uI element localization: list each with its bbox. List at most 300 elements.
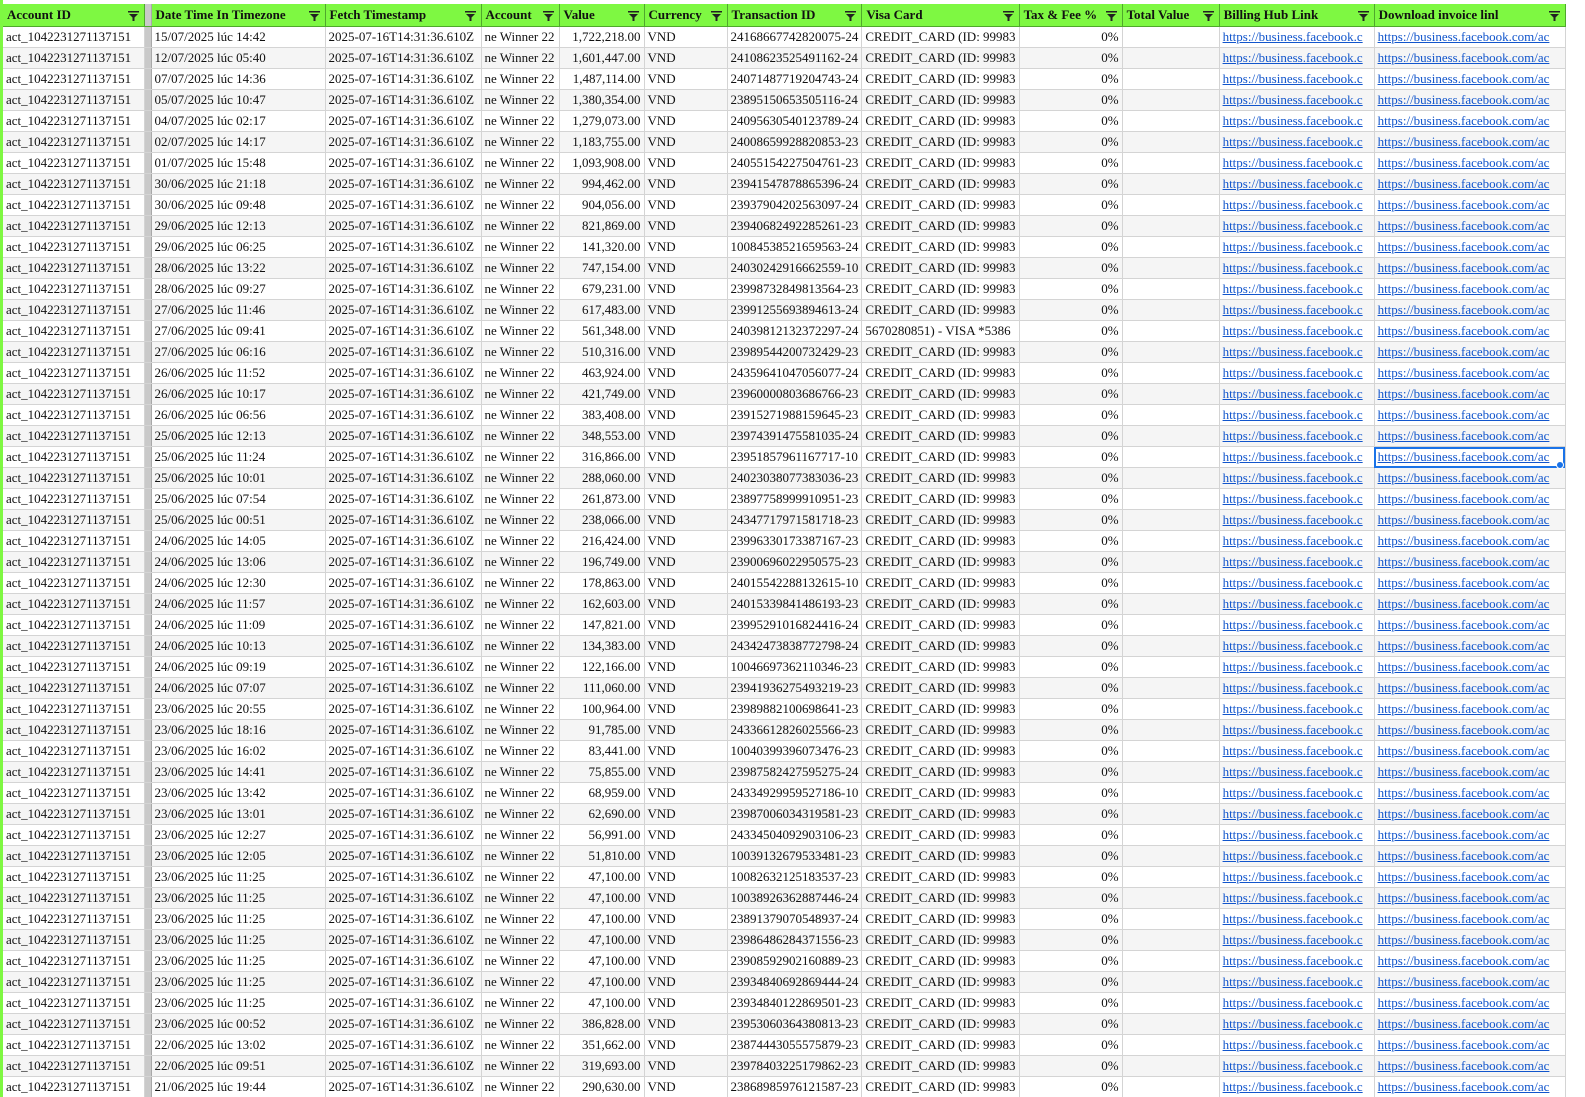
cell-fetch[interactable]: 2025-07-16T14:31:36.610Z xyxy=(325,447,481,468)
cell-fetch[interactable]: 2025-07-16T14:31:36.610Z xyxy=(325,237,481,258)
cell-total[interactable] xyxy=(1122,741,1219,762)
cell-visa[interactable]: CREDIT_CARD (ID: 99983 xyxy=(862,27,1019,48)
cell-txn[interactable]: 23908592902160889-23 xyxy=(727,951,862,972)
cell-tax[interactable]: 0% xyxy=(1019,300,1122,321)
column-header-account_id[interactable] xyxy=(3,4,144,27)
cell-account_id[interactable]: act_1042231271137151 xyxy=(3,69,144,90)
cell-invoice[interactable]: https://business.facebook.com/ac xyxy=(1374,825,1565,846)
cell-total[interactable] xyxy=(1122,993,1219,1014)
cell-account[interactable]: ne Winner 22 xyxy=(481,720,559,741)
cell-visa[interactable]: CREDIT_CARD (ID: 99983 xyxy=(862,972,1019,993)
column-header-value[interactable] xyxy=(559,4,644,27)
cell-currency[interactable]: VND xyxy=(644,804,727,825)
cell-account_id[interactable]: act_1042231271137151 xyxy=(3,867,144,888)
cell-fetch[interactable]: 2025-07-16T14:31:36.610Z xyxy=(325,678,481,699)
cell-txn[interactable]: 24015339841486193-23 xyxy=(727,594,862,615)
cell-currency[interactable]: VND xyxy=(644,111,727,132)
cell-tax[interactable]: 0% xyxy=(1019,111,1122,132)
cell-account_id[interactable]: act_1042231271137151 xyxy=(3,300,144,321)
cell-invoice[interactable]: https://business.facebook.com/ac xyxy=(1374,174,1565,195)
cell-account[interactable]: ne Winner 22 xyxy=(481,342,559,363)
cell-currency[interactable]: VND xyxy=(644,300,727,321)
cell-account[interactable]: ne Winner 22 xyxy=(481,846,559,867)
cell-txn[interactable]: 23960000803686766-23 xyxy=(727,384,862,405)
cell-billing[interactable]: https://business.facebook.c xyxy=(1219,405,1374,426)
cell-fetch[interactable]: 2025-07-16T14:31:36.610Z xyxy=(325,573,481,594)
cell-visa[interactable]: CREDIT_CARD (ID: 99983 xyxy=(862,867,1019,888)
cell-datetime[interactable]: 27/06/2025 lúc 09:41 xyxy=(151,321,325,342)
cell-account[interactable]: ne Winner 22 xyxy=(481,363,559,384)
cell-account[interactable]: ne Winner 22 xyxy=(481,447,559,468)
cell-datetime[interactable]: 23/06/2025 lúc 14:41 xyxy=(151,762,325,783)
cell-invoice[interactable]: https://business.facebook.com/ac xyxy=(1374,678,1565,699)
cell-visa[interactable]: CREDIT_CARD (ID: 99983 xyxy=(862,258,1019,279)
cell-visa[interactable]: CREDIT_CARD (ID: 99983 xyxy=(862,573,1019,594)
cell-currency[interactable]: VND xyxy=(644,657,727,678)
cell-billing[interactable]: https://business.facebook.c xyxy=(1219,447,1374,468)
cell-account_id[interactable]: act_1042231271137151 xyxy=(3,636,144,657)
cell-invoice[interactable]: https://business.facebook.com/ac xyxy=(1374,1077,1565,1097)
cell-fetch[interactable]: 2025-07-16T14:31:36.610Z xyxy=(325,531,481,552)
cell-account[interactable]: ne Winner 22 xyxy=(481,825,559,846)
cell-total[interactable] xyxy=(1122,489,1219,510)
cell-datetime[interactable]: 23/06/2025 lúc 13:01 xyxy=(151,804,325,825)
cell-billing[interactable]: https://business.facebook.c xyxy=(1219,552,1374,573)
cell-account_id[interactable]: act_1042231271137151 xyxy=(3,447,144,468)
cell-account_id[interactable]: act_1042231271137151 xyxy=(3,573,144,594)
cell-tax[interactable]: 0% xyxy=(1019,342,1122,363)
cell-currency[interactable]: VND xyxy=(644,27,727,48)
cell-datetime[interactable]: 27/06/2025 lúc 06:16 xyxy=(151,342,325,363)
cell-tax[interactable]: 0% xyxy=(1019,783,1122,804)
cell-datetime[interactable]: 24/06/2025 lúc 12:30 xyxy=(151,573,325,594)
cell-currency[interactable]: VND xyxy=(644,90,727,111)
cell-account_id[interactable]: act_1042231271137151 xyxy=(3,258,144,279)
cell-invoice[interactable]: https://business.facebook.com/ac xyxy=(1374,531,1565,552)
column-header-billing[interactable] xyxy=(1219,4,1374,27)
cell-txn[interactable]: 10038926362887446-24 xyxy=(727,888,862,909)
cell-fetch[interactable]: 2025-07-16T14:31:36.610Z xyxy=(325,657,481,678)
cell-visa[interactable]: CREDIT_CARD (ID: 99983 xyxy=(862,552,1019,573)
cell-invoice[interactable]: https://business.facebook.com/ac xyxy=(1374,342,1565,363)
cell-value[interactable]: 134,383.00 xyxy=(559,636,644,657)
cell-invoice[interactable]: https://business.facebook.com/ac xyxy=(1374,237,1565,258)
cell-tax[interactable]: 0% xyxy=(1019,447,1122,468)
cell-account_id[interactable]: act_1042231271137151 xyxy=(3,279,144,300)
cell-account_id[interactable]: act_1042231271137151 xyxy=(3,489,144,510)
cell-billing[interactable]: https://business.facebook.c xyxy=(1219,783,1374,804)
cell-datetime[interactable]: 23/06/2025 lúc 11:25 xyxy=(151,930,325,951)
cell-invoice[interactable]: https://business.facebook.com/ac xyxy=(1374,321,1565,342)
cell-invoice[interactable]: https://business.facebook.com/ac xyxy=(1374,888,1565,909)
cell-total[interactable] xyxy=(1122,972,1219,993)
cell-datetime[interactable]: 23/06/2025 lúc 11:25 xyxy=(151,867,325,888)
cell-txn[interactable]: 24359641047056077-24 xyxy=(727,363,862,384)
cell-txn[interactable]: 23868985976121587-23 xyxy=(727,1077,862,1097)
cell-value[interactable]: 56,991.00 xyxy=(559,825,644,846)
cell-currency[interactable]: VND xyxy=(644,615,727,636)
cell-visa[interactable]: CREDIT_CARD (ID: 99983 xyxy=(862,783,1019,804)
cell-invoice[interactable]: https://business.facebook.com/ac xyxy=(1374,573,1565,594)
cell-fetch[interactable]: 2025-07-16T14:31:36.610Z xyxy=(325,888,481,909)
cell-billing[interactable]: https://business.facebook.c xyxy=(1219,972,1374,993)
cell-account_id[interactable]: act_1042231271137151 xyxy=(3,426,144,447)
cell-account_id[interactable]: act_1042231271137151 xyxy=(3,678,144,699)
cell-invoice[interactable]: https://business.facebook.com/ac xyxy=(1374,258,1565,279)
cell-currency[interactable]: VND xyxy=(644,321,727,342)
cell-total[interactable] xyxy=(1122,447,1219,468)
cell-datetime[interactable]: 23/06/2025 lúc 12:05 xyxy=(151,846,325,867)
cell-account[interactable]: ne Winner 22 xyxy=(481,153,559,174)
cell-txn[interactable]: 24108623525491162-24 xyxy=(727,48,862,69)
cell-account[interactable]: ne Winner 22 xyxy=(481,279,559,300)
cell-total[interactable] xyxy=(1122,1014,1219,1035)
filter-icon[interactable] xyxy=(1203,9,1214,19)
cell-datetime[interactable]: 24/06/2025 lúc 11:57 xyxy=(151,594,325,615)
cell-txn[interactable]: 23941547878865396-24 xyxy=(727,174,862,195)
cell-visa[interactable]: CREDIT_CARD (ID: 99983 xyxy=(862,909,1019,930)
cell-tax[interactable]: 0% xyxy=(1019,48,1122,69)
cell-tax[interactable]: 0% xyxy=(1019,174,1122,195)
cell-visa[interactable]: CREDIT_CARD (ID: 99983 xyxy=(862,447,1019,468)
cell-visa[interactable]: CREDIT_CARD (ID: 99983 xyxy=(862,594,1019,615)
cell-invoice[interactable]: https://business.facebook.com/ac xyxy=(1374,468,1565,489)
cell-visa[interactable]: CREDIT_CARD (ID: 99983 xyxy=(862,762,1019,783)
cell-account[interactable]: ne Winner 22 xyxy=(481,300,559,321)
cell-datetime[interactable]: 21/06/2025 lúc 19:44 xyxy=(151,1077,325,1097)
cell-billing[interactable]: https://business.facebook.c xyxy=(1219,426,1374,447)
cell-total[interactable] xyxy=(1122,846,1219,867)
cell-txn[interactable]: 23995291016824416-24 xyxy=(727,615,862,636)
cell-visa[interactable]: CREDIT_CARD (ID: 99983 xyxy=(862,279,1019,300)
cell-account_id[interactable]: act_1042231271137151 xyxy=(3,195,144,216)
cell-txn[interactable]: 23991255693894613-24 xyxy=(727,300,862,321)
cell-visa[interactable]: CREDIT_CARD (ID: 99983 xyxy=(862,174,1019,195)
cell-account_id[interactable]: act_1042231271137151 xyxy=(3,699,144,720)
cell-invoice[interactable]: https://business.facebook.com/ac xyxy=(1374,951,1565,972)
filter-icon[interactable] xyxy=(1003,9,1014,19)
cell-txn[interactable]: 10039132679533481-23 xyxy=(727,846,862,867)
cell-fetch[interactable]: 2025-07-16T14:31:36.610Z xyxy=(325,972,481,993)
cell-tax[interactable]: 0% xyxy=(1019,258,1122,279)
cell-fetch[interactable]: 2025-07-16T14:31:36.610Z xyxy=(325,153,481,174)
cell-total[interactable] xyxy=(1122,153,1219,174)
cell-currency[interactable]: VND xyxy=(644,384,727,405)
cell-billing[interactable]: https://business.facebook.c xyxy=(1219,48,1374,69)
cell-currency[interactable]: VND xyxy=(644,573,727,594)
cell-visa[interactable]: CREDIT_CARD (ID: 99983 xyxy=(862,741,1019,762)
cell-total[interactable] xyxy=(1122,342,1219,363)
cell-account[interactable]: ne Winner 22 xyxy=(481,1077,559,1097)
cell-account_id[interactable]: act_1042231271137151 xyxy=(3,720,144,741)
cell-account[interactable]: ne Winner 22 xyxy=(481,636,559,657)
cell-billing[interactable]: https://business.facebook.c xyxy=(1219,825,1374,846)
cell-billing[interactable]: https://business.facebook.c xyxy=(1219,216,1374,237)
cell-datetime[interactable]: 30/06/2025 lúc 09:48 xyxy=(151,195,325,216)
cell-billing[interactable]: https://business.facebook.c xyxy=(1219,678,1374,699)
cell-account[interactable]: ne Winner 22 xyxy=(481,783,559,804)
cell-account_id[interactable]: act_1042231271137151 xyxy=(3,27,144,48)
cell-value[interactable]: 383,408.00 xyxy=(559,405,644,426)
cell-currency[interactable]: VND xyxy=(644,699,727,720)
cell-visa[interactable]: CREDIT_CARD (ID: 99983 xyxy=(862,153,1019,174)
cell-fetch[interactable]: 2025-07-16T14:31:36.610Z xyxy=(325,825,481,846)
cell-billing[interactable]: https://business.facebook.c xyxy=(1219,195,1374,216)
cell-invoice[interactable]: https://business.facebook.com/ac xyxy=(1374,216,1565,237)
cell-txn[interactable]: 23989544200732429-23 xyxy=(727,342,862,363)
cell-txn[interactable]: 23897758999910951-23 xyxy=(727,489,862,510)
cell-account[interactable]: ne Winner 22 xyxy=(481,1035,559,1056)
cell-value[interactable]: 463,924.00 xyxy=(559,363,644,384)
cell-currency[interactable]: VND xyxy=(644,678,727,699)
cell-invoice[interactable]: https://business.facebook.com/ac xyxy=(1374,132,1565,153)
cell-account[interactable]: ne Winner 22 xyxy=(481,804,559,825)
filter-icon[interactable] xyxy=(628,9,639,19)
cell-value[interactable]: 994,462.00 xyxy=(559,174,644,195)
cell-visa[interactable]: CREDIT_CARD (ID: 99983 xyxy=(862,825,1019,846)
cell-currency[interactable]: VND xyxy=(644,489,727,510)
cell-account_id[interactable]: act_1042231271137151 xyxy=(3,552,144,573)
cell-billing[interactable]: https://business.facebook.c xyxy=(1219,111,1374,132)
cell-fetch[interactable]: 2025-07-16T14:31:36.610Z xyxy=(325,363,481,384)
cell-total[interactable] xyxy=(1122,594,1219,615)
cell-txn[interactable]: 23998732849813564-23 xyxy=(727,279,862,300)
cell-datetime[interactable]: 24/06/2025 lúc 14:05 xyxy=(151,531,325,552)
cell-visa[interactable]: CREDIT_CARD (ID: 99983 xyxy=(862,1077,1019,1097)
cell-invoice[interactable]: https://business.facebook.com/ac xyxy=(1374,720,1565,741)
cell-value[interactable]: 316,866.00 xyxy=(559,447,644,468)
filter-icon[interactable] xyxy=(1358,9,1369,19)
cell-total[interactable] xyxy=(1122,1077,1219,1097)
cell-visa[interactable]: CREDIT_CARD (ID: 99983 xyxy=(862,468,1019,489)
cell-fetch[interactable]: 2025-07-16T14:31:36.610Z xyxy=(325,699,481,720)
cell-total[interactable] xyxy=(1122,216,1219,237)
cell-datetime[interactable]: 24/06/2025 lúc 11:09 xyxy=(151,615,325,636)
cell-currency[interactable]: VND xyxy=(644,48,727,69)
cell-tax[interactable]: 0% xyxy=(1019,930,1122,951)
cell-visa[interactable]: CREDIT_CARD (ID: 99983 xyxy=(862,531,1019,552)
cell-tax[interactable]: 0% xyxy=(1019,384,1122,405)
cell-datetime[interactable]: 04/07/2025 lúc 02:17 xyxy=(151,111,325,132)
cell-value[interactable]: 162,603.00 xyxy=(559,594,644,615)
cell-account_id[interactable]: act_1042231271137151 xyxy=(3,510,144,531)
cell-value[interactable]: 47,100.00 xyxy=(559,888,644,909)
cell-value[interactable]: 904,056.00 xyxy=(559,195,644,216)
cell-visa[interactable]: CREDIT_CARD (ID: 99983 xyxy=(862,342,1019,363)
cell-total[interactable] xyxy=(1122,132,1219,153)
cell-account[interactable]: ne Winner 22 xyxy=(481,258,559,279)
cell-billing[interactable]: https://business.facebook.c xyxy=(1219,951,1374,972)
cell-currency[interactable]: VND xyxy=(644,69,727,90)
cell-currency[interactable]: VND xyxy=(644,909,727,930)
cell-tax[interactable]: 0% xyxy=(1019,1056,1122,1077)
cell-invoice[interactable]: https://business.facebook.com/ac xyxy=(1374,804,1565,825)
cell-currency[interactable]: VND xyxy=(644,888,727,909)
cell-value[interactable]: 178,863.00 xyxy=(559,573,644,594)
cell-datetime[interactable]: 23/06/2025 lúc 11:25 xyxy=(151,909,325,930)
cell-datetime[interactable]: 25/06/2025 lúc 07:54 xyxy=(151,489,325,510)
cell-tax[interactable]: 0% xyxy=(1019,27,1122,48)
cell-account_id[interactable]: act_1042231271137151 xyxy=(3,972,144,993)
cell-visa[interactable]: CREDIT_CARD (ID: 99983 xyxy=(862,48,1019,69)
cell-tax[interactable]: 0% xyxy=(1019,489,1122,510)
cell-value[interactable]: 1,722,218.00 xyxy=(559,27,644,48)
cell-total[interactable] xyxy=(1122,867,1219,888)
cell-total[interactable] xyxy=(1122,909,1219,930)
cell-account_id[interactable]: act_1042231271137151 xyxy=(3,321,144,342)
cell-account_id[interactable]: act_1042231271137151 xyxy=(3,342,144,363)
cell-currency[interactable]: VND xyxy=(644,279,727,300)
cell-fetch[interactable]: 2025-07-16T14:31:36.610Z xyxy=(325,909,481,930)
cell-account_id[interactable]: act_1042231271137151 xyxy=(3,531,144,552)
cell-fetch[interactable]: 2025-07-16T14:31:36.610Z xyxy=(325,111,481,132)
cell-txn[interactable]: 23874443055575879-23 xyxy=(727,1035,862,1056)
cell-account[interactable]: ne Winner 22 xyxy=(481,1056,559,1077)
cell-billing[interactable]: https://business.facebook.c xyxy=(1219,132,1374,153)
cell-total[interactable] xyxy=(1122,531,1219,552)
cell-invoice[interactable]: https://business.facebook.com/ac xyxy=(1374,615,1565,636)
cell-account_id[interactable]: act_1042231271137151 xyxy=(3,993,144,1014)
cell-fetch[interactable]: 2025-07-16T14:31:36.610Z xyxy=(325,405,481,426)
cell-billing[interactable]: https://business.facebook.c xyxy=(1219,531,1374,552)
cell-txn[interactable]: 24342473838772798-24 xyxy=(727,636,862,657)
cell-currency[interactable]: VND xyxy=(644,342,727,363)
cell-billing[interactable]: https://business.facebook.c xyxy=(1219,258,1374,279)
cell-txn[interactable]: 23989882100698641-23 xyxy=(727,699,862,720)
cell-fetch[interactable]: 2025-07-16T14:31:36.610Z xyxy=(325,69,481,90)
cell-billing[interactable]: https://business.facebook.c xyxy=(1219,69,1374,90)
cell-invoice[interactable]: https://business.facebook.com/ac xyxy=(1374,1014,1565,1035)
cell-value[interactable]: 122,166.00 xyxy=(559,657,644,678)
cell-txn[interactable]: 24336612826025566-23 xyxy=(727,720,862,741)
cell-tax[interactable]: 0% xyxy=(1019,510,1122,531)
cell-tax[interactable]: 0% xyxy=(1019,426,1122,447)
cell-fetch[interactable]: 2025-07-16T14:31:36.610Z xyxy=(325,510,481,531)
cell-visa[interactable]: CREDIT_CARD (ID: 99983 xyxy=(862,132,1019,153)
cell-account_id[interactable]: act_1042231271137151 xyxy=(3,468,144,489)
cell-fetch[interactable]: 2025-07-16T14:31:36.610Z xyxy=(325,993,481,1014)
cell-billing[interactable]: https://business.facebook.c xyxy=(1219,279,1374,300)
cell-invoice[interactable]: https://business.facebook.com/ac xyxy=(1374,972,1565,993)
cell-account[interactable]: ne Winner 22 xyxy=(481,405,559,426)
cell-visa[interactable]: CREDIT_CARD (ID: 99983 xyxy=(862,888,1019,909)
cell-account_id[interactable]: act_1042231271137151 xyxy=(3,48,144,69)
cell-fetch[interactable]: 2025-07-16T14:31:36.610Z xyxy=(325,930,481,951)
cell-account[interactable]: ne Winner 22 xyxy=(481,27,559,48)
cell-datetime[interactable]: 12/07/2025 lúc 05:40 xyxy=(151,48,325,69)
cell-tax[interactable]: 0% xyxy=(1019,1077,1122,1097)
cell-invoice[interactable]: https://business.facebook.com/ac xyxy=(1374,384,1565,405)
cell-datetime[interactable]: 07/07/2025 lúc 14:36 xyxy=(151,69,325,90)
cell-billing[interactable]: https://business.facebook.c xyxy=(1219,1077,1374,1097)
cell-billing[interactable]: https://business.facebook.c xyxy=(1219,321,1374,342)
cell-invoice[interactable]: https://business.facebook.com/ac xyxy=(1374,909,1565,930)
cell-account[interactable]: ne Winner 22 xyxy=(481,888,559,909)
cell-txn[interactable]: 24055154227504761-23 xyxy=(727,153,862,174)
cell-tax[interactable]: 0% xyxy=(1019,699,1122,720)
cell-billing[interactable]: https://business.facebook.c xyxy=(1219,804,1374,825)
cell-tax[interactable]: 0% xyxy=(1019,405,1122,426)
cell-account[interactable]: ne Winner 22 xyxy=(481,1014,559,1035)
cell-account_id[interactable]: act_1042231271137151 xyxy=(3,216,144,237)
cell-billing[interactable]: https://business.facebook.c xyxy=(1219,300,1374,321)
cell-billing[interactable]: https://business.facebook.c xyxy=(1219,1014,1374,1035)
cell-txn[interactable]: 23974391475581035-24 xyxy=(727,426,862,447)
cell-invoice[interactable]: https://business.facebook.com/ac xyxy=(1374,930,1565,951)
cell-txn[interactable]: 24071487719204743-24 xyxy=(727,69,862,90)
cell-currency[interactable]: VND xyxy=(644,363,727,384)
cell-total[interactable] xyxy=(1122,510,1219,531)
cell-invoice[interactable]: https://business.facebook.com/ac xyxy=(1374,27,1565,48)
cell-account[interactable]: ne Winner 22 xyxy=(481,531,559,552)
cell-visa[interactable]: CREDIT_CARD (ID: 99983 xyxy=(862,111,1019,132)
cell-billing[interactable]: https://business.facebook.c xyxy=(1219,489,1374,510)
cell-currency[interactable]: VND xyxy=(644,174,727,195)
cell-value[interactable]: 147,821.00 xyxy=(559,615,644,636)
cell-fetch[interactable]: 2025-07-16T14:31:36.610Z xyxy=(325,342,481,363)
cell-tax[interactable]: 0% xyxy=(1019,195,1122,216)
cell-account_id[interactable]: act_1042231271137151 xyxy=(3,909,144,930)
cell-value[interactable]: 238,066.00 xyxy=(559,510,644,531)
cell-invoice[interactable]: https://business.facebook.com/ac xyxy=(1374,1056,1565,1077)
cell-currency[interactable]: VND xyxy=(644,825,727,846)
cell-currency[interactable]: VND xyxy=(644,594,727,615)
cell-txn[interactable]: 10046697362110346-23 xyxy=(727,657,862,678)
cell-fetch[interactable]: 2025-07-16T14:31:36.610Z xyxy=(325,783,481,804)
cell-invoice[interactable]: https://business.facebook.com/ac xyxy=(1374,867,1565,888)
cell-account[interactable]: ne Winner 22 xyxy=(481,951,559,972)
cell-txn[interactable]: 23934840122869501-23 xyxy=(727,993,862,1014)
cell-datetime[interactable]: 25/06/2025 lúc 12:13 xyxy=(151,426,325,447)
cell-fetch[interactable]: 2025-07-16T14:31:36.610Z xyxy=(325,846,481,867)
cell-currency[interactable]: VND xyxy=(644,531,727,552)
cell-tax[interactable]: 0% xyxy=(1019,804,1122,825)
cell-tax[interactable]: 0% xyxy=(1019,1014,1122,1035)
cell-currency[interactable]: VND xyxy=(644,993,727,1014)
cell-total[interactable] xyxy=(1122,279,1219,300)
cell-visa[interactable]: CREDIT_CARD (ID: 99983 xyxy=(862,615,1019,636)
cell-value[interactable]: 47,100.00 xyxy=(559,867,644,888)
cell-currency[interactable]: VND xyxy=(644,846,727,867)
cell-txn[interactable]: 24030242916662559-10 xyxy=(727,258,862,279)
cell-billing[interactable]: https://business.facebook.c xyxy=(1219,846,1374,867)
cell-total[interactable] xyxy=(1122,888,1219,909)
cell-billing[interactable]: https://business.facebook.c xyxy=(1219,762,1374,783)
cell-tax[interactable]: 0% xyxy=(1019,237,1122,258)
cell-tax[interactable]: 0% xyxy=(1019,90,1122,111)
cell-currency[interactable]: VND xyxy=(644,1014,727,1035)
cell-value[interactable]: 1,183,755.00 xyxy=(559,132,644,153)
cell-account[interactable]: ne Winner 22 xyxy=(481,90,559,111)
freeze-divider[interactable] xyxy=(144,4,151,27)
cell-account[interactable]: ne Winner 22 xyxy=(481,237,559,258)
cell-total[interactable] xyxy=(1122,1056,1219,1077)
cell-currency[interactable]: VND xyxy=(644,1035,727,1056)
cell-tax[interactable]: 0% xyxy=(1019,573,1122,594)
cell-tax[interactable]: 0% xyxy=(1019,636,1122,657)
cell-value[interactable]: 561,348.00 xyxy=(559,321,644,342)
cell-billing[interactable]: https://business.facebook.c xyxy=(1219,510,1374,531)
cell-account[interactable]: ne Winner 22 xyxy=(481,468,559,489)
cell-billing[interactable]: https://business.facebook.c xyxy=(1219,720,1374,741)
cell-value[interactable]: 1,093,908.00 xyxy=(559,153,644,174)
cell-total[interactable] xyxy=(1122,195,1219,216)
column-header-datetime[interactable] xyxy=(151,4,325,27)
cell-tax[interactable]: 0% xyxy=(1019,909,1122,930)
cell-account_id[interactable]: act_1042231271137151 xyxy=(3,1035,144,1056)
cell-fetch[interactable]: 2025-07-16T14:31:36.610Z xyxy=(325,1077,481,1097)
cell-account_id[interactable]: act_1042231271137151 xyxy=(3,384,144,405)
